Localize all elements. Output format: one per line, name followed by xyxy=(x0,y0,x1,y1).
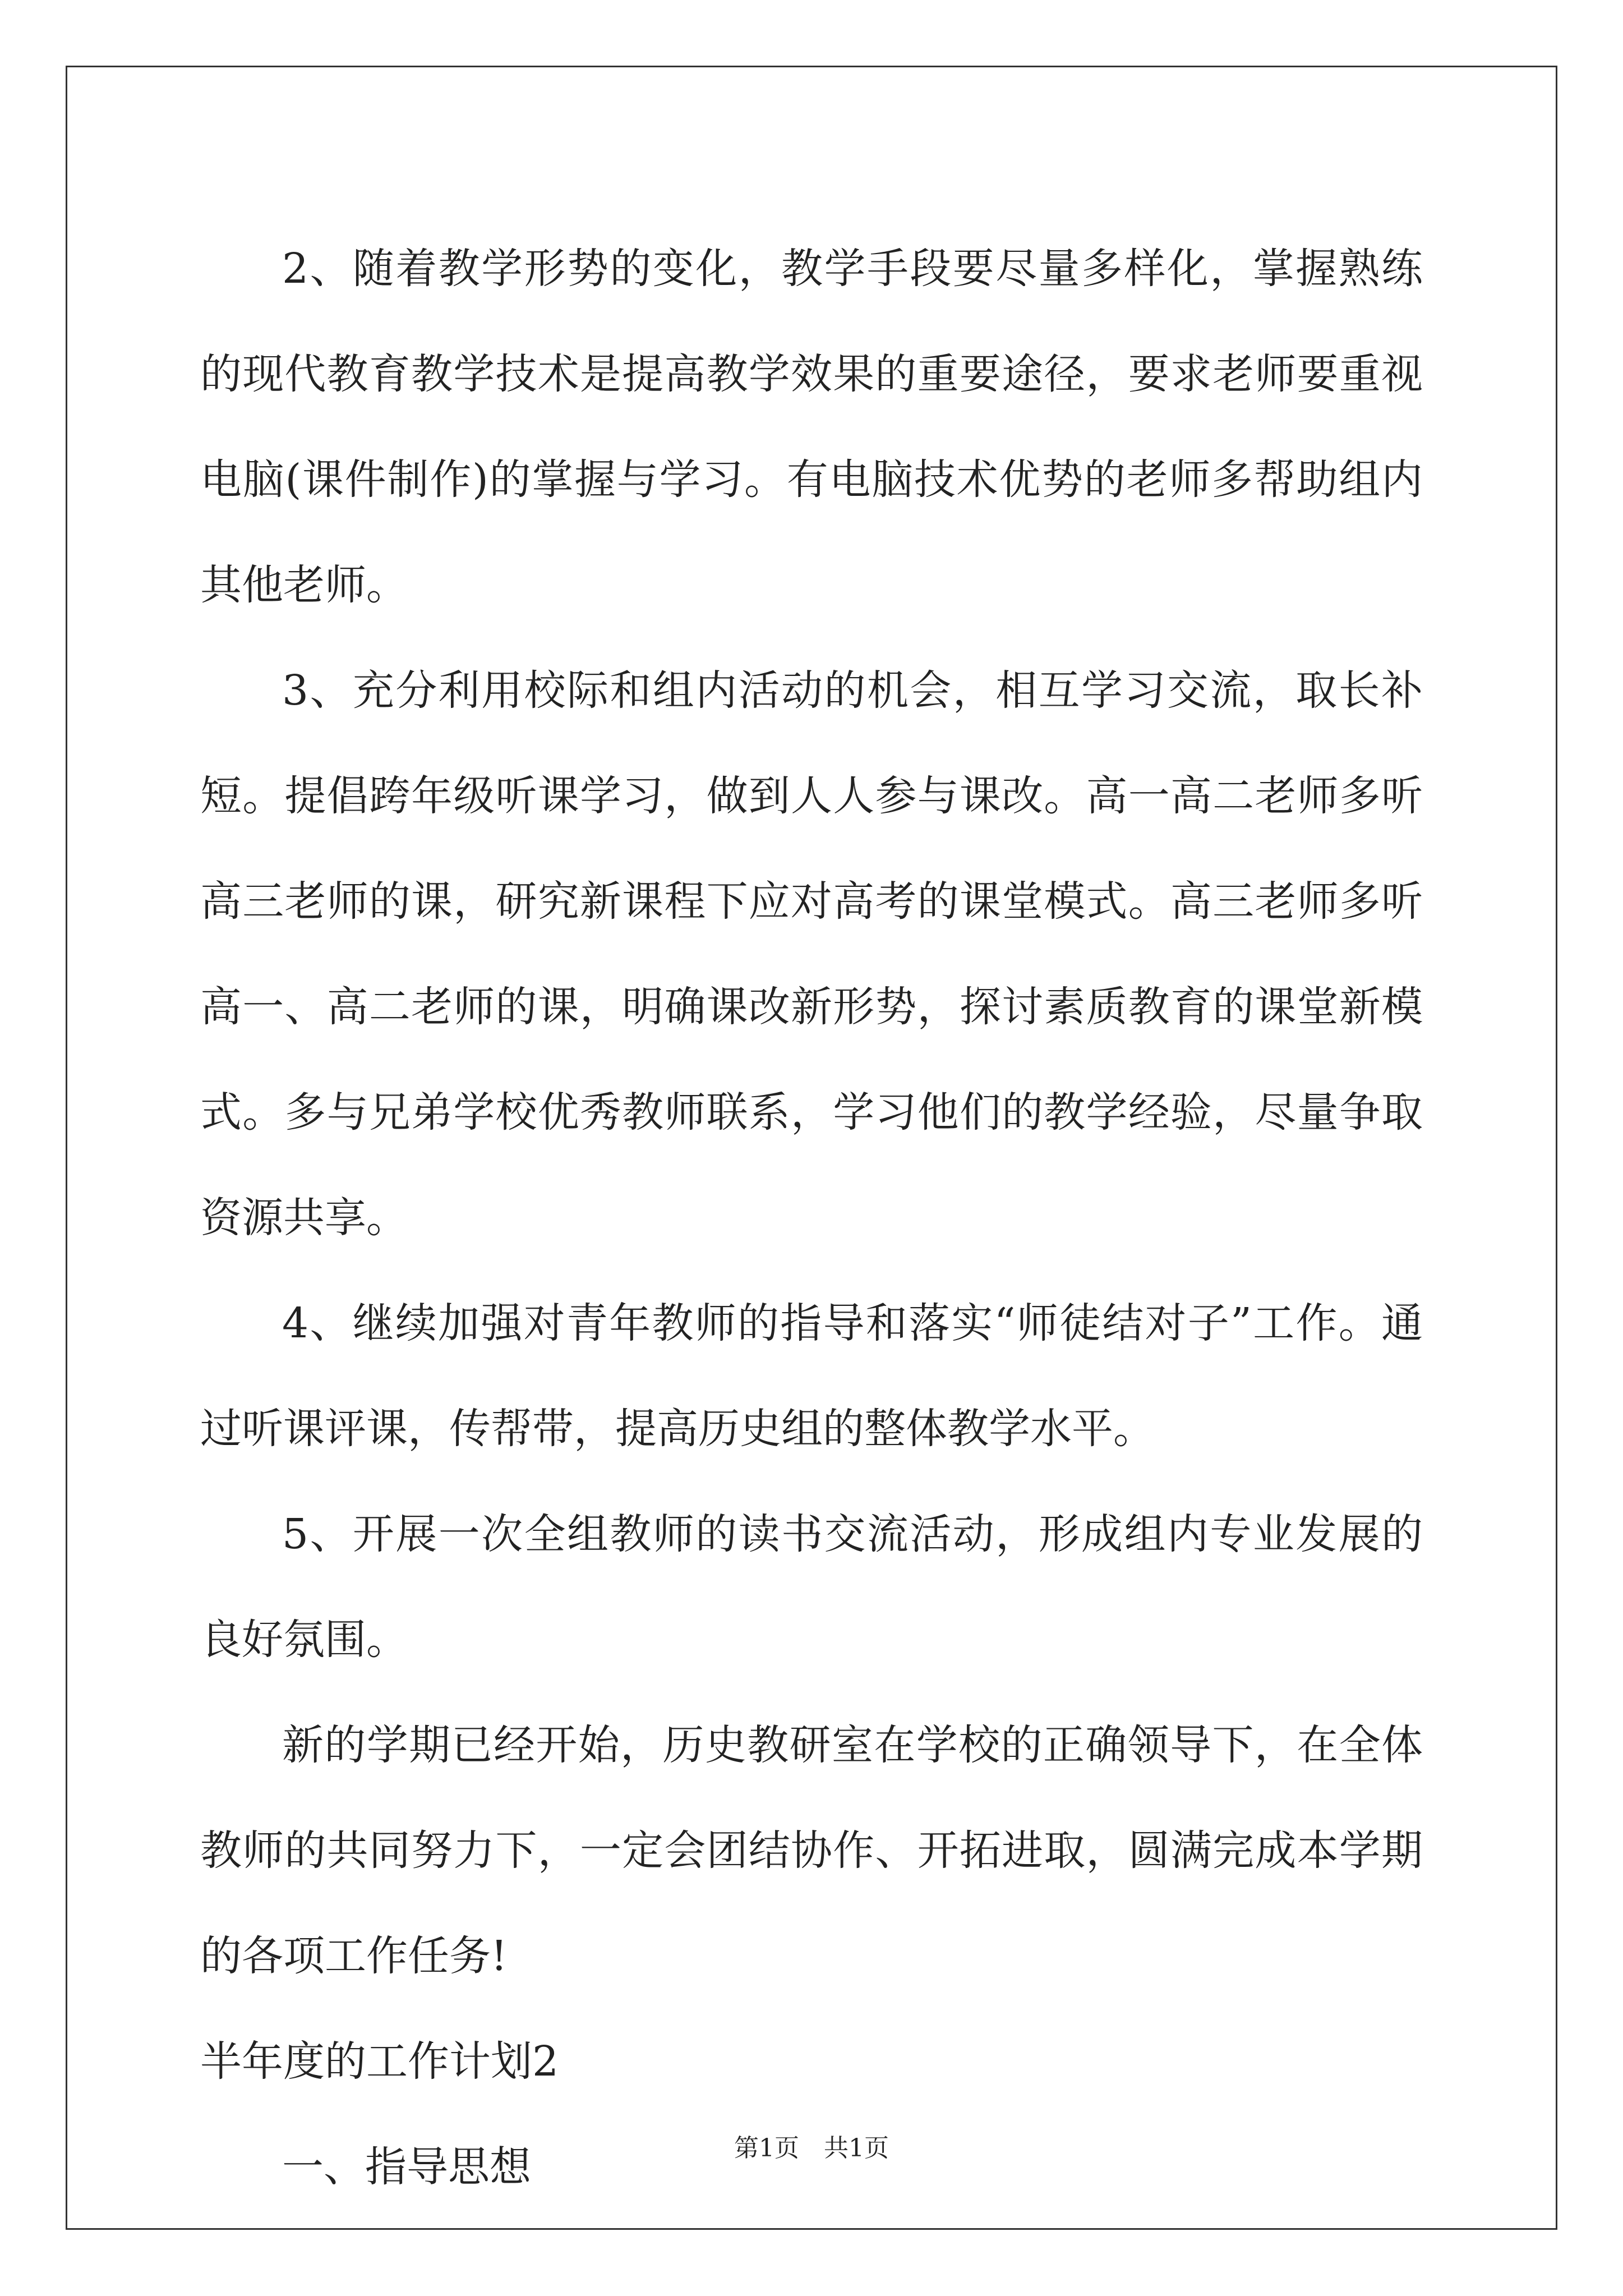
subsection-title: 一、指导思想 xyxy=(282,2143,531,2191)
paragraph-item-3: 3、充分利用校际和组内活动的机会，相互学习交流，取长补短。提倡跨年级听课学习，做到人人参与课改。高一高二老师多听高三老师的课，研究新课程下应对高考的课堂模式。高三老师多听高一、高二老师的课，明确课改新形势，探讨素质教育的课堂新模式。多与兄弟学校优秀教师联系，学习他们的教学经验，尽量争取资源共享。 xyxy=(200,666,1423,1242)
section-title: 半年度的工作计划2 xyxy=(200,2037,559,2086)
page-footer: 第1页 共1页 xyxy=(734,2134,889,2162)
paragraph-item-2: 2、随着教学形势的变化，教学手段要尽量多样化，掌握熟练的现代教育教学技术是提高教学效果的重要途径，要求老师要重视电脑(课件制作)的掌握与学习。有电脑技术优势的老师多帮助组内其他老师。 xyxy=(200,245,1423,609)
closing-paragraph: 新的学期已经开始，历史教研室在学校的正确领导下，在全体教师的共同努力下，一定会团结协作、开拓进取，圆满完成本学期的各项工作任务! xyxy=(200,1721,1423,1980)
paragraph-item-5: 5、开展一次全组教师的读书交流活动，形成组内专业发展的良好氛围。 xyxy=(200,1510,1423,1664)
paragraph-item-4: 4、继续加强对青年教师的指导和落实“师徒结对子”工作。通过听课评课，传帮带，提高历史组的整体教学水平。 xyxy=(200,1299,1423,1453)
document-body xyxy=(200,216,1423,2220)
